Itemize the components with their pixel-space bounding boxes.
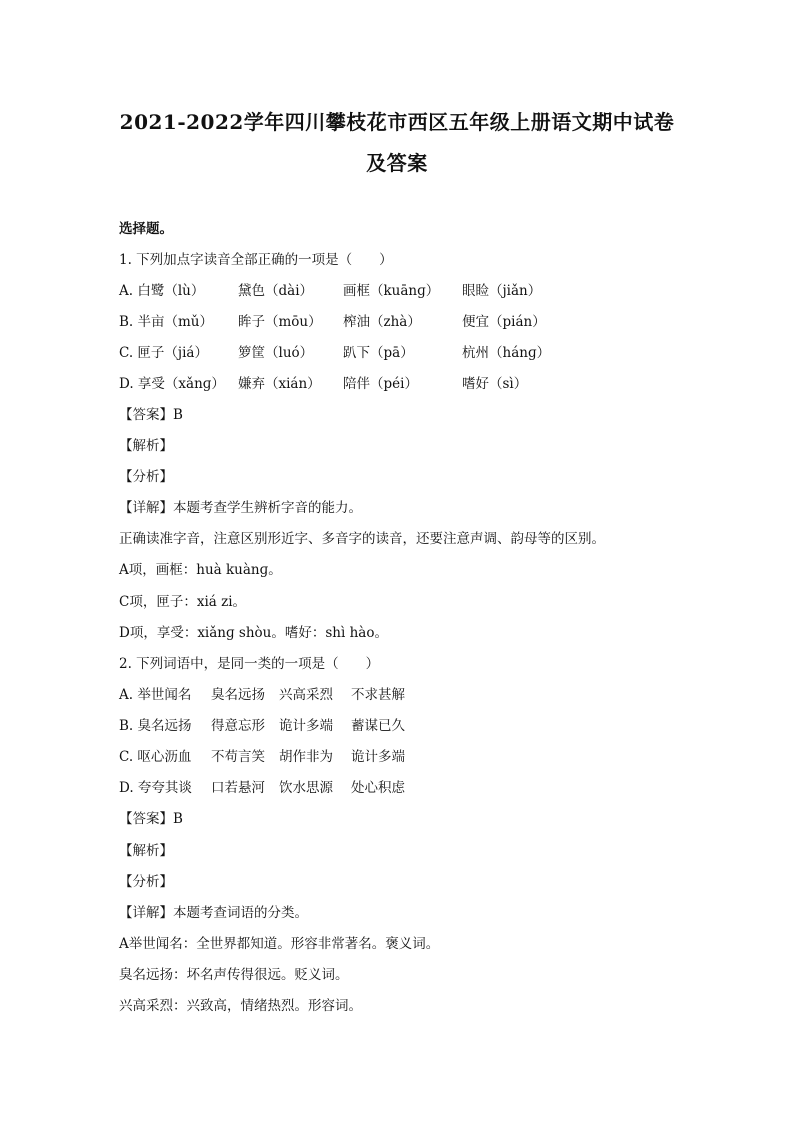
q2-fenxi-label: 【分析】 xyxy=(119,874,173,890)
q1-option-a-2: 黛色（dài） xyxy=(238,283,314,299)
q1-fenxi-label: 【分析】 xyxy=(119,469,173,485)
q1-option-c-4: 杭州（hánɡ） xyxy=(462,345,551,361)
q1-option-b-1: B. 半亩（mǔ） xyxy=(119,314,213,330)
q2-explain-line: A举世闻名：全世界都知道。形容非常著名。褒义词。 xyxy=(119,936,440,952)
q1-option-b-2: 眸子（mōu） xyxy=(238,314,322,330)
q1-explain-line: C项，匣子：xiá zi。 xyxy=(119,594,247,610)
q1-stem: 1. 下列加点字读音全部正确的一项是（ ） xyxy=(119,252,393,268)
q1-option-d xyxy=(119,375,679,393)
q2-option-b-3: 诡计多端 xyxy=(279,718,333,734)
q2-option-b-4: 蓄谋已久 xyxy=(351,718,405,734)
q2-option-c-3: 胡作非为 xyxy=(279,749,333,765)
q2-option-a-2: 臭名远扬 xyxy=(211,687,265,703)
q2-stem: 2. 下列词语中，是同一类的一项是（ ） xyxy=(119,656,380,672)
q2-option-d-2: 口若悬河 xyxy=(211,780,265,796)
q1-option-a-3: 画框（kuānɡ） xyxy=(343,283,440,299)
q2-detail-text: 本题考查词语的分类。 xyxy=(173,905,308,921)
q2-option-a-4: 不求甚解 xyxy=(351,687,405,703)
q1-explain-line: 正确读准字音，注意区别形近字、多音字的读音，还要注意声调、韵母等的区别。 xyxy=(119,531,605,547)
q1-option-b-4: 便宜（pián） xyxy=(462,314,546,330)
q1-detail xyxy=(119,499,362,517)
q2-option-c xyxy=(119,748,679,766)
q2-option-d-4: 处心积虑 xyxy=(351,780,405,796)
q1-detail-text: 本题考查学生辨析字音的能力。 xyxy=(173,500,362,516)
q1-detail-label: 【详解】 xyxy=(119,500,173,516)
document-title-line1: 2021-2022学年四川攀枝花市西区五年级上册语文期中试卷 xyxy=(119,110,675,134)
q2-option-d-1: D. 夸夸其谈 xyxy=(119,780,192,796)
q2-option-c-1: C. 呕心沥血 xyxy=(119,749,192,765)
q1-option-d-3: 陪伴（péi） xyxy=(343,376,418,392)
section-heading: 选择题。 xyxy=(119,221,173,237)
q2-option-b xyxy=(119,717,679,735)
q1-option-a xyxy=(119,282,679,300)
q1-option-b-3: 榨油（zhà） xyxy=(343,314,421,330)
q2-detail xyxy=(119,904,308,922)
q1-option-a-4: 眼睑（jiǎn） xyxy=(462,283,542,299)
q2-detail-label: 【详解】 xyxy=(119,905,173,921)
q1-option-b xyxy=(119,313,679,331)
q1-option-d-1: D. 享受（xǎnɡ） xyxy=(119,376,225,392)
q1-option-d-4: 嗜好（sì） xyxy=(462,376,528,392)
q1-jiexi-label: 【解析】 xyxy=(119,438,173,454)
q1-option-c-2: 箩筐（luó） xyxy=(238,345,314,361)
q1-option-c-3: 趴下（pā） xyxy=(343,345,414,361)
q1-explain-line: D项，享受：xiǎnɡ shòu。嗜好：shì hào。 xyxy=(119,625,388,641)
q2-option-a xyxy=(119,686,679,704)
q2-option-a-3: 兴高采烈 xyxy=(279,687,333,703)
q1-option-c-1: C. 匣子（jiá） xyxy=(119,345,208,361)
q2-option-d-3: 饮水思源 xyxy=(279,780,333,796)
q1-option-c xyxy=(119,344,679,362)
document-title-line2: 及答案 xyxy=(366,151,428,175)
q1-option-d-2: 嫌弃（xián） xyxy=(238,376,321,392)
q2-option-d xyxy=(119,779,679,797)
q2-option-c-2: 不苟言笑 xyxy=(211,749,265,765)
q2-option-c-4: 诡计多端 xyxy=(351,749,405,765)
q1-option-a-1: A. 白鹭（lù） xyxy=(119,283,205,299)
q1-explain-line: A项，画框：huà kuànɡ。 xyxy=(119,562,282,578)
q2-jiexi-label: 【解析】 xyxy=(119,843,173,859)
q1-answer: 【答案】B xyxy=(119,407,183,423)
q2-answer: 【答案】B xyxy=(119,811,183,827)
q2-option-b-2: 得意忘形 xyxy=(211,718,265,734)
q2-option-b-1: B. 臭名远扬 xyxy=(119,718,192,734)
q2-explain-line: 臭名远扬：坏名声传得很远。贬义词。 xyxy=(119,967,349,983)
q2-option-a-1: A. 举世闻名 xyxy=(119,687,192,703)
q2-explain-line: 兴高采烈：兴致高，情绪热烈。形容词。 xyxy=(119,998,362,1014)
